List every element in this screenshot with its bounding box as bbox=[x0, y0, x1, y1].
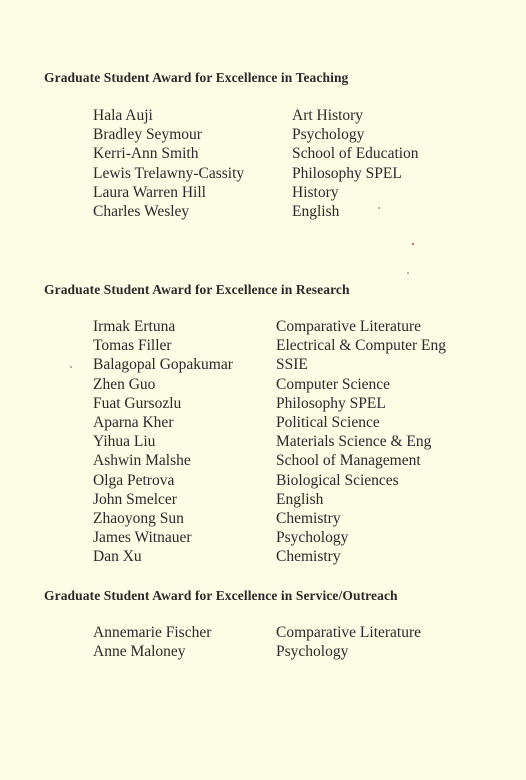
section-title-service: Graduate Student Award for Excellence in Service/Outreach bbox=[44, 588, 398, 603]
recipient-name: Fuat Gursozlu bbox=[93, 394, 182, 412]
recipient-name: Zhen Guo bbox=[93, 375, 156, 393]
recipient-department: SSIE bbox=[276, 356, 308, 374]
recipient-name: Irmak Ertuna bbox=[93, 318, 176, 335]
recipient-name: Kerri-Ann Smith bbox=[93, 145, 199, 163]
recipient-name: James Witnauer bbox=[93, 529, 192, 547]
recipient-name: Balagopal Gopakumar bbox=[93, 356, 233, 374]
recipient-name: Annemarie Fischer bbox=[93, 624, 212, 641]
recipient-department: Chemistry bbox=[276, 548, 341, 566]
recipient-name: John Smelcer bbox=[93, 490, 177, 508]
recipient-department: Political Science bbox=[276, 414, 380, 431]
recipient-department: Materials Science & Eng bbox=[276, 433, 432, 451]
recipient-name: Dan Xu bbox=[93, 548, 142, 566]
recipient-name: Hala Auji bbox=[93, 107, 153, 124]
recipient-name: Bradley Seymour bbox=[93, 126, 202, 144]
recipient-department: School of Management bbox=[276, 452, 421, 470]
recipient-department: Psychology bbox=[276, 643, 349, 661]
recipient-name: Olga Petrova bbox=[93, 471, 175, 489]
recipient-department: English bbox=[292, 203, 340, 220]
section-title-teaching: Graduate Student Award for Excellence in Teaching bbox=[44, 70, 349, 85]
recipient-name: Aparna Kher bbox=[93, 414, 174, 431]
recipient-name: Yihua Liu bbox=[93, 433, 156, 451]
recipient-name: Zhaoyong Sun bbox=[93, 510, 184, 527]
recipient-name: Laura Warren Hill bbox=[93, 183, 206, 201]
section-title-research: Graduate Student Award for Excellence in Research bbox=[44, 282, 350, 297]
recipient-department: Chemistry bbox=[276, 510, 341, 527]
recipient-department: Comparative Literature bbox=[276, 318, 422, 335]
print-speck bbox=[412, 243, 414, 245]
recipient-department: Computer Science bbox=[276, 375, 391, 393]
print-speck bbox=[407, 272, 409, 274]
recipient-name: Tomas Filler bbox=[93, 337, 172, 355]
recipient-department: Psychology bbox=[276, 529, 349, 547]
recipient-department: Philosophy SPEL bbox=[276, 394, 386, 412]
recipient-name: Anne Maloney bbox=[93, 643, 186, 661]
recipient-department: Comparative Literature bbox=[276, 624, 422, 641]
recipient-department: English bbox=[276, 490, 324, 508]
recipient-department: Philosophy SPEL bbox=[292, 164, 402, 182]
recipient-name: Charles Wesley bbox=[93, 203, 190, 220]
print-speck bbox=[378, 207, 380, 209]
recipient-department: Art History bbox=[292, 107, 364, 124]
print-speck bbox=[70, 366, 72, 368]
recipient-name: Ashwin Malshe bbox=[93, 452, 191, 470]
recipient-department: Biological Sciences bbox=[276, 471, 399, 489]
recipient-department: Electrical & Computer Eng bbox=[276, 337, 447, 355]
recipient-name: Lewis Trelawny-Cassity bbox=[93, 164, 245, 182]
recipient-department: School of Education bbox=[292, 145, 419, 163]
recipient-department: History bbox=[292, 183, 339, 201]
recipient-department: Psychology bbox=[292, 126, 365, 144]
